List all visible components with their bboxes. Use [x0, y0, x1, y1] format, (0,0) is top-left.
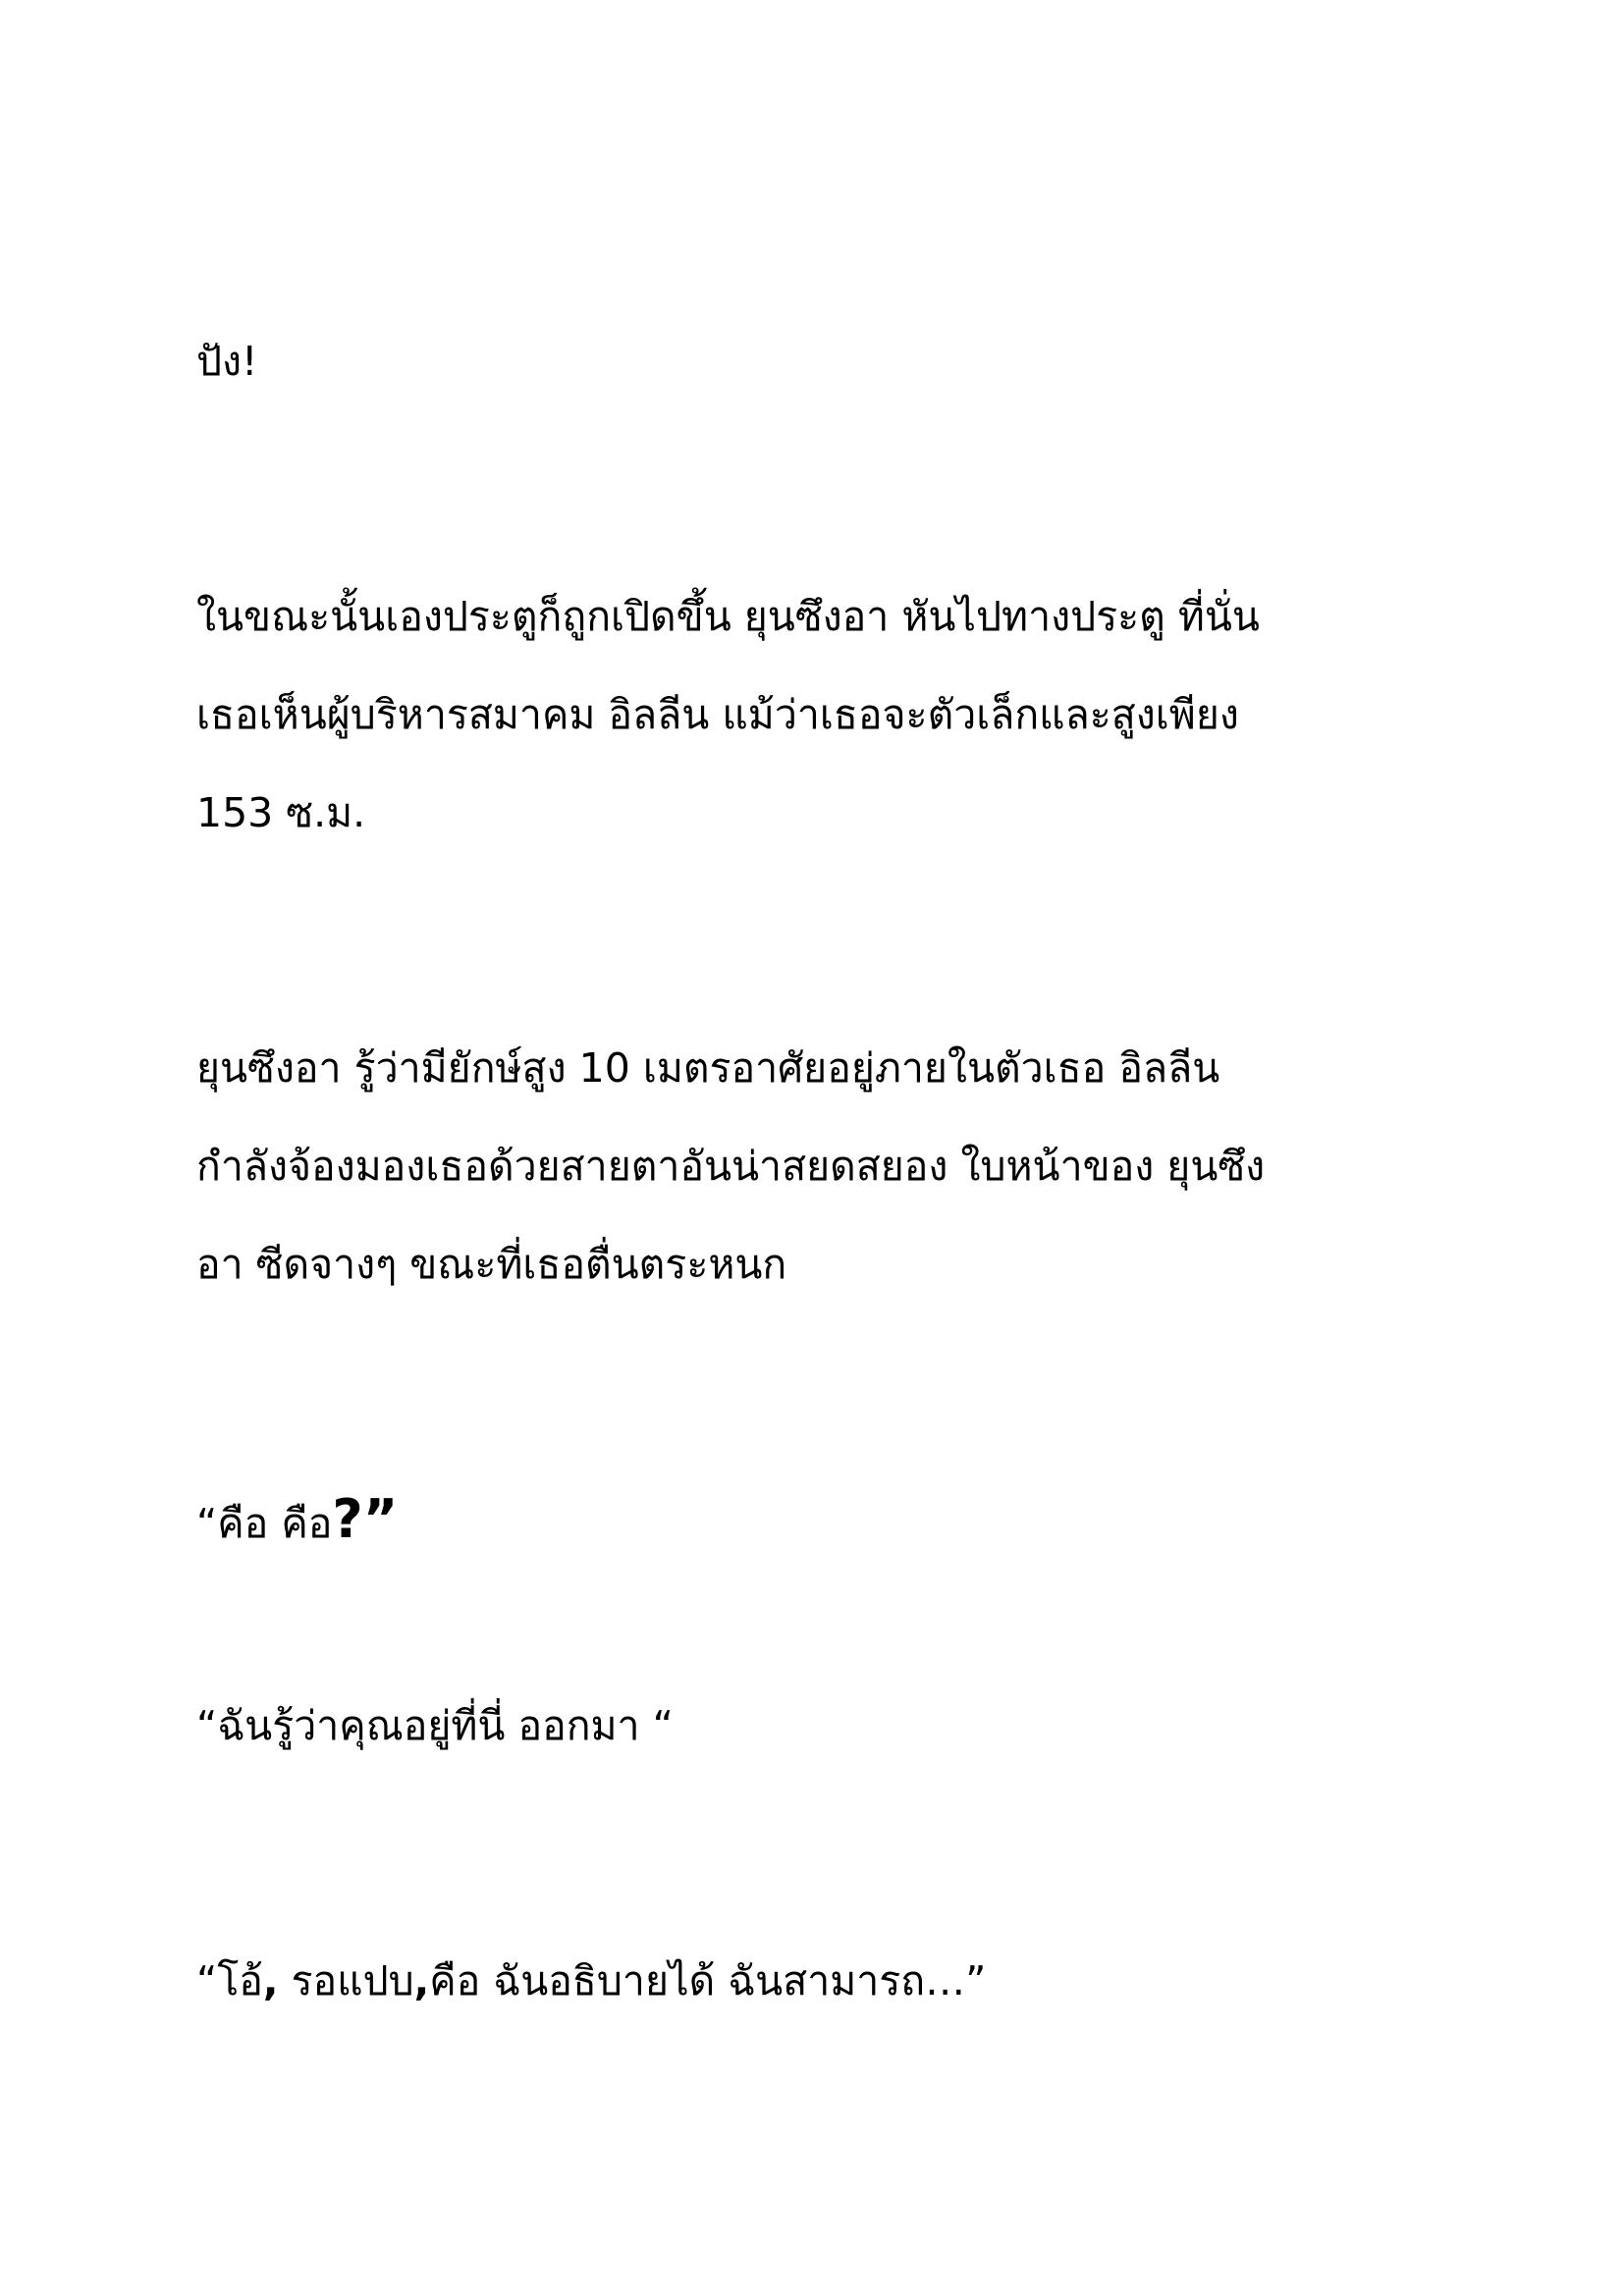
text-line: กำลังจ้องมองเธอด้วยสายตาอันน่าสยดสยอง ใบหน้าของ ยุนซึง — [196, 1143, 1266, 1190]
comma: , — [413, 1957, 430, 2004]
text-line — [196, 1470, 1434, 1573]
paragraph-giant — [196, 1019, 1434, 1313]
text-line: ปัง! — [196, 338, 258, 385]
comma: , — [262, 1957, 279, 2004]
dialogue-text: “คือ คือ — [196, 1500, 333, 1547]
paragraph-bang — [196, 312, 1434, 410]
dialogue-text: “โอ้ — [196, 1957, 263, 2004]
text-line: ยุนซึงอา รู้ว่ามียักษ์สูง 10 เมตรอาศัยอยู่ภายในตัวเธอ อิลลีน — [196, 1044, 1220, 1092]
text-line: 153 ซ.ม. — [196, 789, 366, 836]
dialogue-explain — [196, 1932, 1434, 2030]
text-line: เธอเห็นผู้บริหารสมาคม อิลลีน แม้ว่าเธอจะตัวเล็กและสูงเพียง — [196, 691, 1239, 738]
text-line: อา ซีดจางๆ ขณะที่เธอตื่นตระหนก — [196, 1241, 787, 1288]
paragraph-door-opens — [196, 567, 1434, 862]
dialogue-come-out — [196, 1677, 1434, 1775]
dialogue-text: รอแปบ — [278, 1957, 414, 2004]
text-line: “ฉันรู้ว่าคุณอยู่ที่นี่ ออกมา “ — [196, 1702, 674, 1749]
dialogue-text: คือ ฉันอธิบายได้ ฉันสามารถ…” — [429, 1957, 987, 2004]
text-line: ในขณะนั้นเองประตูก็ถูกเปิดขึ้น ยุนซึงอา หันไปทางประตู ที่นั่น — [196, 593, 1260, 640]
question-mark: ?” — [332, 1488, 399, 1550]
text-line — [196, 1932, 1434, 2030]
dialogue-what — [196, 1470, 1434, 1573]
